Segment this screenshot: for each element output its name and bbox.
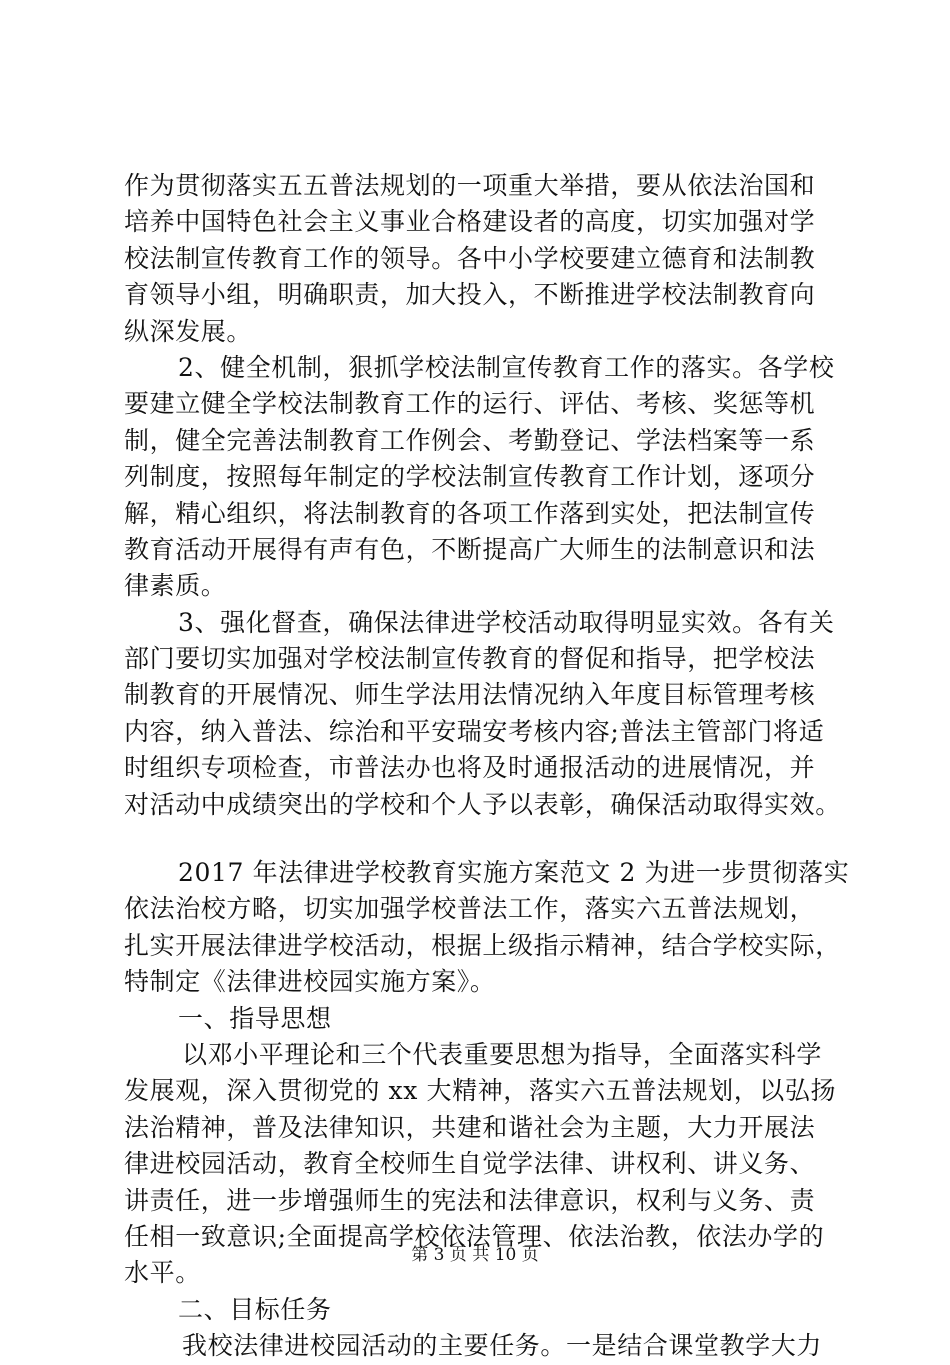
text-line: 律素质。 [124, 571, 227, 601]
paragraph-start-line: 2、健全机制，狠抓学校法制宣传教育工作的落实。各学校 [178, 352, 835, 382]
text-line: 育领导小组，明确职责，加大投入，不断推进学校法制教育向 [124, 280, 816, 310]
text-line: 特制定《法律进校园实施方案》。 [124, 967, 496, 997]
text-line: 依法治校方略，切实加强学校普法工作，落实六五普法规划， [124, 894, 816, 924]
section-heading: 一、指导思想 [178, 1003, 332, 1033]
text-line: 时组织专项检查，市普法办也将及时通报活动的进展情况，并 [124, 753, 816, 783]
text-line: 教育活动开展得有声有色，不断提高广大师生的法制意识和法 [124, 534, 816, 564]
text-line: 纵深发展。 [124, 316, 253, 346]
text-line: 发展观，深入贯彻党的 xx 大精神，落实六五普法规划，以弘扬 [124, 1076, 837, 1106]
text-line: 讲责任，进一步增强师生的宪法和法律意识，权利与义务、责 [124, 1185, 816, 1215]
text-line: 内容，纳入普法、综治和平安瑞安考核内容;普法主管部门将适 [124, 716, 825, 746]
text-line: 任相一致意识;全面提高学校依法管理、依法治教，依法办学的 [124, 1221, 825, 1251]
paragraph-start-line: 2017 年法律进学校教育实施方案范文 2 为进一步贯彻落实 [178, 858, 850, 888]
text-line: 校法制宣传教育工作的领导。各中小学校要建立德育和法制教 [124, 243, 816, 273]
text-line: 制，健全完善法制教育工作例会、考勤登记、学法档案等一系 [124, 425, 816, 455]
text-line: 培养中国特色社会主义事业合格建设者的高度，切实加强对学 [124, 207, 816, 237]
text-line: 要建立健全学校法制教育工作的运行、评估、考核、奖惩等机 [124, 389, 816, 419]
paragraph-start-line: 以邓小平理论和三个代表重要思想为指导，全面落实科学 [182, 1039, 823, 1069]
text-line: 法治精神，普及法律知识，共建和谐社会为主题，大力开展法 [124, 1112, 816, 1142]
text-line: 解，精心组织，将法制教育的各项工作落到实处，把法制宣传 [124, 498, 816, 528]
text-line: 作为贯彻落实五五普法规划的一项重大举措，要从依法治国和 [124, 171, 816, 200]
paragraph-start-line: 我校法律进校园活动的主要任务。一是结合课堂教学大力 [182, 1331, 823, 1361]
paragraph-start-line: 3、强化督查，确保法律进学校活动取得明显实效。各有关 [178, 607, 835, 637]
text-line: 列制度，按照每年制定的学校法制宣传教育工作计划，逐项分 [124, 462, 816, 492]
text-line: 水平。 [124, 1258, 201, 1288]
page-number-footer: 第 3 页 共 10 页 [411, 1245, 539, 1265]
section-heading: 二、目标任务 [178, 1294, 332, 1324]
document-body [124, 168, 850, 1365]
text-line: 扎实开展法律进学校活动，根据上级指示精神，结合学校实际， [124, 930, 841, 960]
text-line: 制教育的开展情况、师生学法用法情况纳入年度目标管理考核 [124, 680, 816, 710]
text-line: 部门要切实加强对学校法制宣传教育的督促和指导，把学校法 [124, 644, 816, 674]
text-line: 律进校园活动，教育全校师生自觉学法律、讲权利、讲义务、 [124, 1149, 816, 1179]
paragraph-gap [124, 823, 834, 855]
text-line: 对活动中成绩突出的学校和个人予以表彰，确保活动取得实效。 [124, 789, 841, 819]
